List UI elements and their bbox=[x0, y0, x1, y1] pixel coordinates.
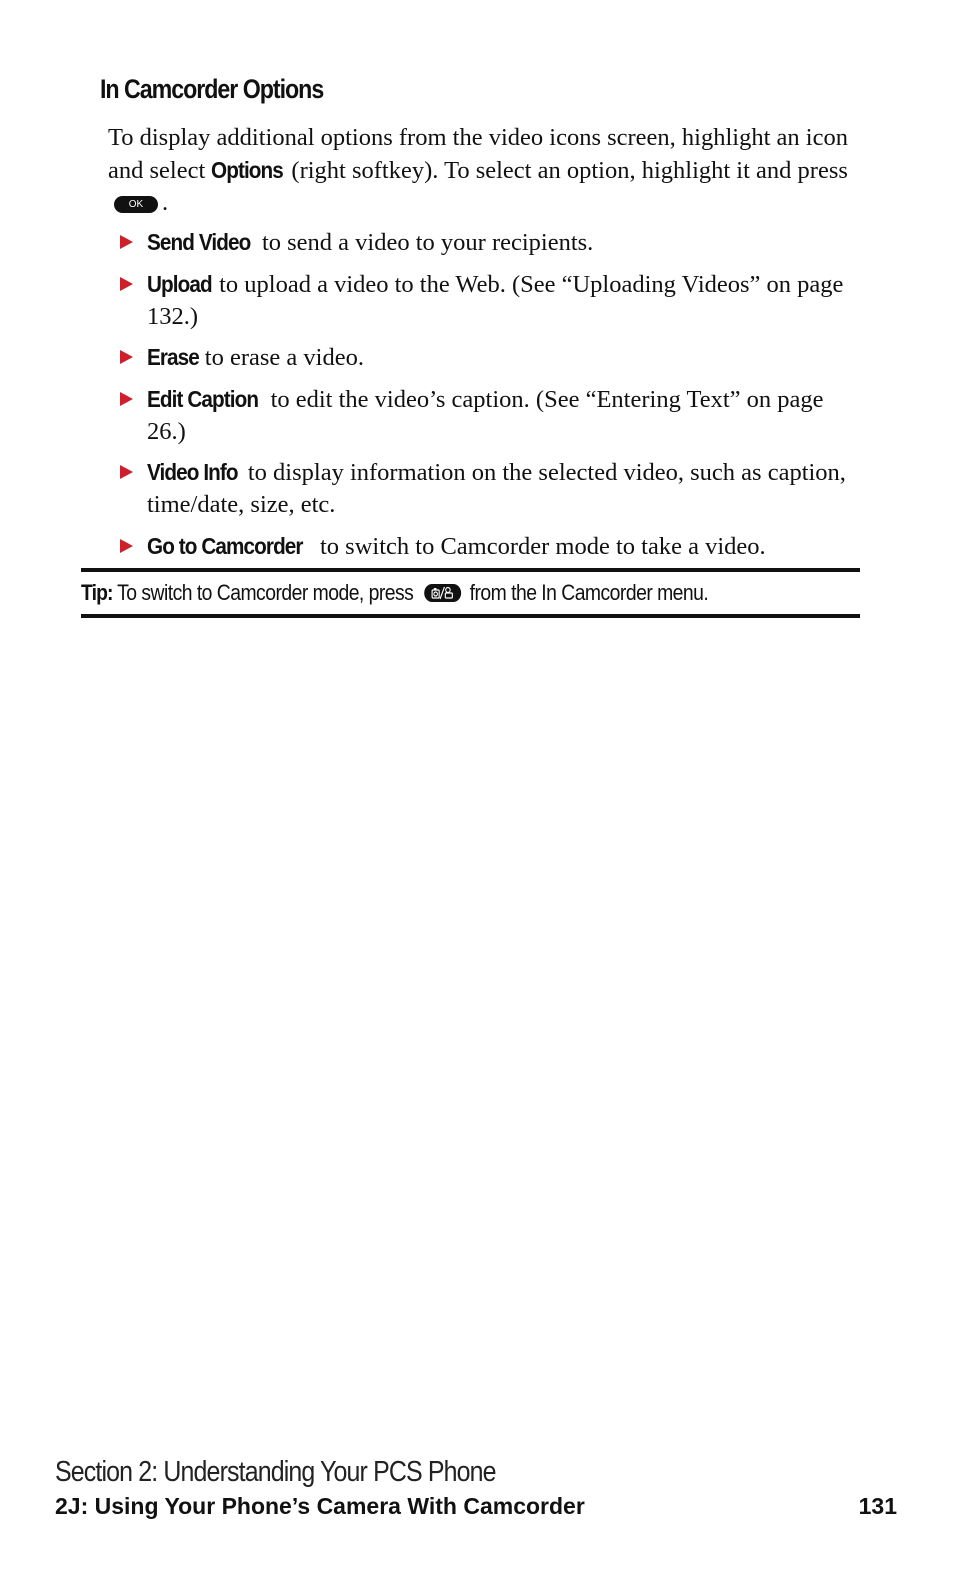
list-item bbox=[118, 383, 853, 448]
intro-text-start: To display additional options from the video icons screen, highlight an icon and select bbox=[108, 124, 848, 184]
option-command: Upload bbox=[147, 270, 212, 297]
red-triangle-arrow-icon bbox=[120, 235, 133, 249]
option-command: Go to Camcorder bbox=[147, 532, 303, 559]
list-item bbox=[118, 268, 853, 333]
intro-end-punct: . bbox=[162, 189, 169, 216]
option-description: to switch to Camcorder mode to take a video. bbox=[313, 532, 766, 560]
tip-label: Tip: bbox=[81, 580, 113, 605]
list-item bbox=[118, 530, 853, 563]
list-item bbox=[118, 341, 853, 374]
red-triangle-arrow-icon bbox=[120, 465, 133, 479]
intro-text-middle: (right softkey). To select an option, highlight it and press bbox=[285, 157, 848, 184]
option-command: Send Video bbox=[147, 229, 251, 255]
footer-section-title: Section 2: Understanding Your PCS Phone bbox=[55, 1456, 496, 1488]
tip-text-end: from the In Camcorder menu. bbox=[469, 580, 709, 605]
tip-text bbox=[81, 580, 708, 606]
list-item bbox=[118, 226, 853, 259]
red-triangle-arrow-icon bbox=[120, 392, 133, 406]
option-description: to erase a video. bbox=[198, 344, 364, 371]
option-command: Edit Caption bbox=[147, 385, 259, 412]
tip-box bbox=[81, 568, 860, 618]
option-description: to upload a video to the Web. (See “Uploading Videos” on page 132.) bbox=[147, 270, 844, 330]
options-list bbox=[118, 226, 853, 571]
camera-camcorder-key-icon bbox=[424, 584, 461, 602]
option-description: to send a video to your recipients. bbox=[255, 229, 594, 256]
page-number: 131 bbox=[858, 1493, 897, 1519]
ok-key-icon: OK bbox=[114, 196, 158, 213]
options-softkey-label: Options bbox=[211, 157, 284, 183]
option-command: Erase bbox=[147, 344, 199, 370]
option-description: to display information on the selected video, such as caption, time/date, size, etc. bbox=[147, 459, 846, 518]
section-heading: In Camcorder Options bbox=[100, 74, 324, 104]
tip-text-start: To switch to Camcorder mode, press bbox=[112, 580, 414, 605]
option-description: to edit the video’s caption. (See “Entering Text” on page 26.) bbox=[147, 385, 824, 445]
red-triangle-arrow-icon bbox=[120, 539, 133, 553]
red-triangle-arrow-icon bbox=[120, 350, 133, 364]
intro-paragraph bbox=[108, 122, 853, 219]
footer-chapter-title: 2J: Using Your Phone’s Camera With Camcorder bbox=[55, 1493, 585, 1519]
red-triangle-arrow-icon bbox=[120, 277, 133, 291]
option-command: Video Info bbox=[147, 459, 238, 485]
list-item bbox=[118, 456, 853, 521]
